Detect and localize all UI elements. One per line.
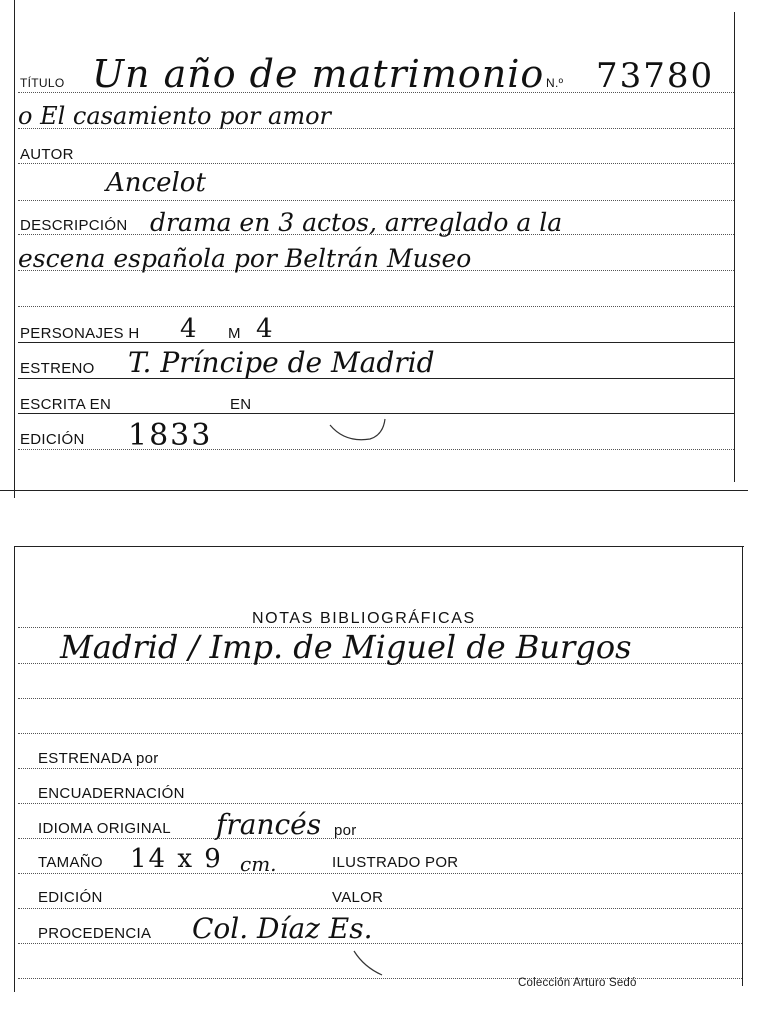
autor-value: Ancelot — [106, 168, 206, 198]
catalog-card-bottom — [0, 540, 759, 1028]
punch-hole-mark — [325, 405, 395, 445]
valor-label: VALOR — [332, 889, 384, 906]
card-right-border — [742, 546, 743, 986]
edicion-label-bottom: EDICIÓN — [38, 889, 103, 906]
idioma-label: IDIOMA ORIGINAL — [38, 820, 171, 837]
titulo-value: Un año de matrimonio — [92, 52, 545, 96]
descripcion-value-1: drama en 3 actos, arreglado a la — [150, 208, 563, 237]
edicion-value: 1833 — [128, 418, 213, 453]
estreno-value: T. Príncipe de Madrid — [128, 346, 435, 379]
por-label: por — [334, 822, 357, 839]
personajes-label: PERSONAJES H — [20, 325, 140, 342]
edicion-line — [18, 449, 734, 450]
autor-label: AUTOR — [20, 146, 74, 163]
descripcion-label: DESCRIPCIÓN — [20, 217, 128, 234]
tamano-unit: cm. — [240, 852, 277, 876]
procedencia-label: PROCEDENCIA — [38, 925, 152, 942]
estrenada-line — [18, 768, 742, 769]
personajes-m-label: M — [228, 325, 241, 342]
personajes-m-value: 4 — [256, 314, 273, 344]
ilustrado-label: ILUSTRADO POR — [332, 854, 459, 871]
encuadernacion-label: ENCUADERNACIÓN — [38, 785, 185, 802]
descripcion-value-2: escena española por Beltrán Museo — [18, 244, 472, 273]
titulo-label: TÍTULO — [20, 76, 65, 90]
pen-stroke-mark — [350, 945, 390, 981]
card-right-border — [734, 12, 735, 482]
autor-value-line — [18, 200, 734, 201]
procedencia-line — [18, 943, 742, 944]
edicion-label: EDICIÓN — [20, 431, 85, 448]
card-top-bottom-edge — [0, 490, 748, 491]
card-left-border — [14, 546, 15, 992]
numero-label: N.º — [546, 76, 564, 90]
en-label: EN — [230, 396, 252, 413]
idioma-line — [18, 838, 742, 839]
notas-heading: NOTAS BIBLIOGRÁFICAS — [252, 610, 476, 627]
tamano-label: TAMAÑO — [38, 854, 103, 871]
descripcion-line-3 — [18, 306, 734, 307]
collection-footer: Colección Arturo Sedó — [518, 977, 637, 989]
estreno-label: ESTRENO — [20, 360, 95, 377]
card-left-border — [14, 0, 15, 498]
tamano-line — [18, 873, 742, 874]
edicion-line — [18, 908, 742, 909]
idioma-value: francés — [216, 808, 322, 841]
escrita-en-label: ESCRITA EN — [20, 396, 112, 413]
catalog-card-top — [0, 0, 759, 500]
personajes-h-value: 4 — [180, 314, 197, 344]
notas-value: Madrid / Imp. de Miguel de Burgos — [60, 628, 632, 666]
autor-line — [18, 163, 734, 164]
notas-line-3 — [18, 698, 742, 699]
numero-value: 73780 — [596, 56, 715, 96]
procedencia-value: Col. Díaz Es. — [192, 912, 373, 945]
personajes-line — [18, 342, 734, 343]
tamano-value: 14 x 9 — [130, 844, 223, 874]
card-bottom-top-edge — [14, 546, 744, 547]
encuadernacion-line — [18, 803, 742, 804]
titulo-continuation-value: o El casamiento por amor — [18, 102, 331, 130]
notas-line-4 — [18, 733, 742, 734]
estrenada-label: ESTRENADA por — [38, 750, 159, 767]
